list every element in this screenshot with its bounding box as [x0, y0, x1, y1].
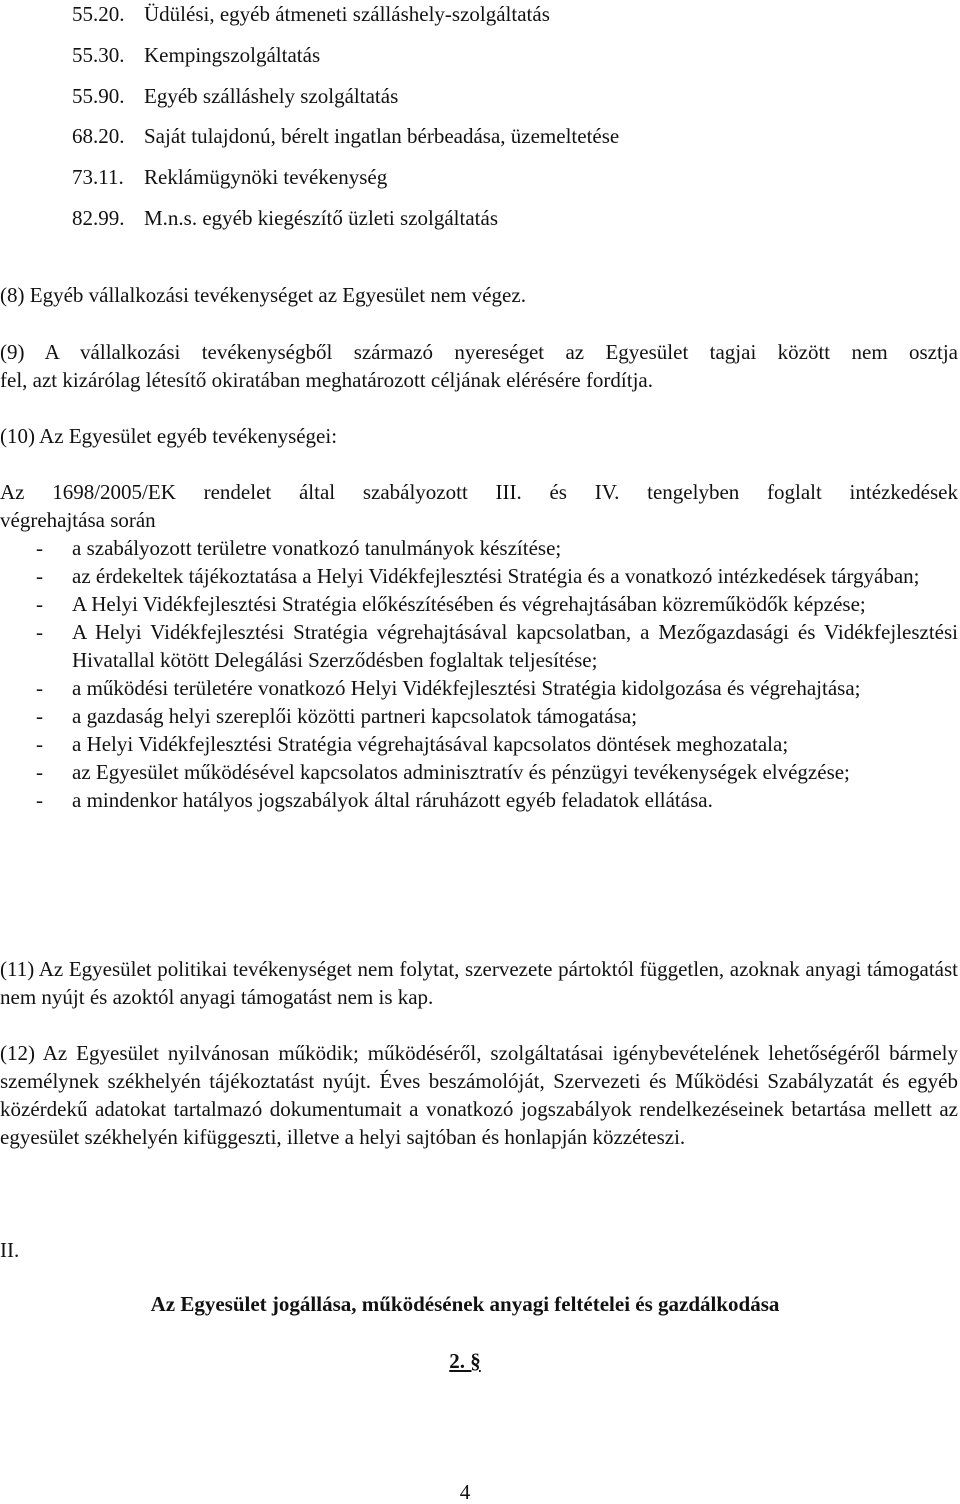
activity-code: 82.99.	[72, 205, 125, 230]
paragraph-9-line-1: (9) A vállalkozási tevékenységből származó nyereséget az Egyesület tagjai között nem osztja	[0, 340, 958, 364]
section-number	[0, 1347, 930, 1375]
paragraph-12: (12) Az Egyesület nyilvánosan működik; működéséről, szolgáltatásai igénybevételének lehetőségéről bármely személynek székhelyén tájékoztatást nyújt. Éves beszámolóját, Szervezeti és Működési Szabályzatát és egyéb közérdekű adatokat tartalmazó dokumentumait a vonatkozó jogszabályok rendelkezéseinek betartása mellett az egyesület székhelyén kifüggeszti, illetve a helyi sajtóban és honlapján közzéteszi.	[0, 1041, 958, 1149]
list-dash: -	[36, 536, 43, 560]
list-item	[0, 758, 958, 786]
list-item-text: a szabályozott területre vonatkozó tanulmányok készítése;	[72, 536, 562, 560]
list-dash: -	[36, 676, 43, 700]
activity-label: Üdülési, egyéb átmeneti szálláshely-szolgáltatás	[144, 2, 550, 26]
list-dash: -	[36, 620, 43, 644]
activity-code-row	[72, 0, 619, 41]
activity-code: 55.30.	[72, 42, 125, 67]
activity-label: Egyéb szálláshely szolgáltatás	[144, 83, 399, 108]
section-number-text: 2. §	[449, 1349, 481, 1373]
activity-code-row	[72, 163, 619, 204]
activity-label: M.n.s. egyéb kiegészítő üzleti szolgáltatás	[144, 205, 498, 230]
chapter-number: II.	[0, 1238, 20, 1262]
list-item	[0, 674, 958, 702]
list-item	[0, 702, 958, 730]
list-dash: -	[36, 704, 43, 728]
list-item-text: a gazdaság helyi szereplői közötti partneri kapcsolatok támogatása;	[72, 704, 638, 728]
list-dash: -	[36, 564, 43, 588]
list-item	[0, 562, 958, 590]
list-dash: -	[36, 788, 43, 812]
activity-label: Saját tulajdonú, bérelt ingatlan bérbeadása, üzemeltetése	[144, 124, 620, 149]
activity-code: 55.90.	[72, 83, 125, 108]
activity-code-row	[72, 122, 619, 163]
list-item	[0, 786, 958, 814]
paragraph-9	[0, 338, 958, 394]
paragraph-11: (11) Az Egyesület politikai tevékenységet nem folytat, szervezete pártoktól független, azoknak anyagi támogatást nem nyújt és azoktól anyagi támogatást nem is kap.	[0, 957, 958, 1009]
activity-code: 55.20.	[72, 2, 125, 26]
paragraph-10-intro	[0, 478, 958, 534]
activity-code-list	[72, 0, 619, 245]
list-item-text: az Egyesület működésével kapcsolatos adminisztratív és pénzügyi tevékenységek elvégzése;	[72, 760, 850, 784]
list-item-text: a működési területére vonatkozó Helyi Vidékfejlesztési Stratégia kidolgozása és végrehajtása;	[72, 676, 861, 700]
activity-list	[0, 534, 958, 814]
list-dash: -	[36, 760, 43, 784]
activity-code-row	[72, 204, 619, 245]
activity-label: Reklámügynöki tevékenység	[144, 165, 388, 190]
paragraph-8: (8) Egyéb vállalkozási tevékenységet az Egyesület nem végez.	[0, 283, 526, 307]
list-item-text: az érdekeltek tájékoztatása a Helyi Vidékfejlesztési Stratégia és a vonatkozó intézkedések tárgyában;	[72, 564, 920, 588]
activity-code-row	[72, 41, 619, 82]
activity-label: Kempingszolgáltatás	[144, 42, 321, 67]
paragraph-9-line-2: fel, azt kizárólag létesítő okiratában meghatározott céljának elérésére fordítja.	[0, 368, 653, 392]
activity-code-row	[72, 82, 619, 123]
list-item-text: a Helyi Vidékfejlesztési Stratégia végrehajtásával kapcsolatos döntések meghozatala;	[72, 732, 789, 756]
list-item	[0, 590, 958, 618]
list-item-text: A Helyi Vidékfejlesztési Stratégia végrehajtásával kapcsolatban, a Mezőgazdasági és Vidékfejlesztési Hivatallal kötött Delegálási Szerződésben foglaltak teljesítése;	[72, 620, 958, 672]
chapter-title: Az Egyesület jogállása, működésének anyagi feltételei és gazdálkodása	[150, 1292, 780, 1316]
activity-code: 73.11.	[72, 165, 124, 190]
activity-code: 68.20.	[72, 124, 125, 149]
paragraph-10-intro-line-1: Az 1698/2005/EK rendelet által szabályozott III. és IV. tengelyben foglalt intézkedések	[0, 480, 958, 504]
list-dash: -	[36, 592, 43, 616]
list-item	[0, 534, 958, 562]
paragraph-10-intro-line-2: végrehajtása során	[0, 508, 156, 532]
list-item	[0, 618, 958, 674]
page-number: 4	[459, 1480, 471, 1504]
list-item-text: a mindenkor hatályos jogszabályok által ráruházott egyéb feladatok ellátása.	[72, 788, 713, 812]
paragraph-10: (10) Az Egyesület egyéb tevékenységei:	[0, 424, 338, 448]
list-dash: -	[36, 732, 43, 756]
list-item	[0, 730, 958, 758]
list-item-text: A Helyi Vidékfejlesztési Stratégia előkészítésében és végrehajtásában közreműködők képzése;	[72, 592, 866, 616]
